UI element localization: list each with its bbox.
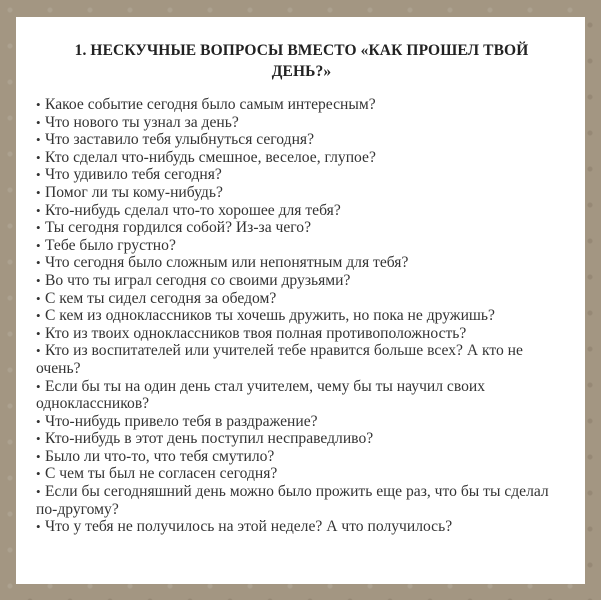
question-text: Если бы сегодняшний день можно было прожить еще раз, что бы ты сделал по-другому?	[36, 483, 549, 518]
question-text: Что удивило тебя сегодня?	[45, 166, 222, 184]
bullet-icon: •	[36, 97, 41, 112]
list-item	[36, 184, 567, 202]
list-item	[36, 325, 567, 343]
list-item	[36, 96, 567, 114]
bullet-icon: •	[36, 114, 41, 130]
question-text: Ты сегодня гордился собой? Из-за чего?	[45, 219, 312, 237]
list-item	[36, 430, 567, 448]
page-title: 1. НЕСКУЧНЫЕ ВОПРОСЫ ВМЕСТО «КАК ПРОШЕЛ ТВОЙ ДЕНЬ?»	[74, 42, 529, 80]
bullet-icon: •	[36, 448, 41, 464]
question-text: Кто-нибудь сделал что-то хорошее для тебя?	[45, 201, 341, 219]
question-text: Тебе было грустно?	[45, 236, 176, 254]
list-item	[36, 254, 567, 272]
bullet-icon: •	[36, 325, 41, 341]
bullet-icon: •	[36, 167, 41, 183]
list-item	[36, 465, 567, 483]
bullet-icon: •	[36, 378, 41, 394]
question-text: Помог ли ты кому-нибудь?	[45, 183, 223, 201]
list-item	[36, 413, 567, 431]
question-text: Кто из твоих одноклассников твоя полная противоположность?	[45, 324, 467, 342]
question-text: Во что ты играл сегодня со своими друзьями?	[45, 271, 351, 289]
list-item	[36, 290, 567, 308]
list-item	[36, 131, 567, 149]
list-item	[36, 342, 567, 377]
bullet-icon: •	[36, 149, 41, 165]
bullet-icon: •	[36, 237, 41, 253]
list-item	[36, 307, 567, 325]
question-text: Что у тебя не получилось на этой неделе? А что получилось?	[45, 518, 453, 536]
bullet-icon: •	[36, 308, 41, 324]
bullet-icon: •	[36, 220, 41, 236]
bullet-icon: •	[36, 202, 41, 218]
question-text: С чем ты был не согласен сегодня?	[45, 465, 278, 483]
question-text: С кем из одноклассников ты хочешь дружить, но пока не дружишь?	[45, 307, 495, 325]
bullet-icon: •	[36, 466, 41, 482]
list-item	[36, 483, 567, 518]
question-list	[36, 96, 567, 536]
bullet-icon: •	[36, 413, 41, 429]
question-text: Что-нибудь привело тебя в раздражение?	[45, 412, 318, 430]
list-item	[36, 166, 567, 184]
list-item	[36, 149, 567, 167]
list-item	[36, 219, 567, 237]
bullet-icon: •	[36, 431, 41, 447]
list-item	[36, 114, 567, 132]
question-text: Кто из воспитателей или учителей тебе нравится больше всех? А кто не очень?	[36, 342, 523, 377]
list-item	[36, 202, 567, 220]
question-text: Было ли что-то, что тебя смутило?	[45, 447, 275, 465]
list-item	[36, 448, 567, 466]
question-text: Что нового ты узнал за день?	[45, 113, 239, 131]
list-item	[36, 237, 567, 255]
question-text: Какое событие сегодня было самым интересным?	[45, 96, 376, 113]
list-item	[36, 518, 567, 536]
content-card	[16, 17, 585, 584]
question-text: С кем ты сидел сегодня за обедом?	[45, 289, 277, 307]
bullet-icon: •	[36, 343, 41, 359]
question-text: Кто-нибудь в этот день поступил несправедливо?	[45, 430, 374, 448]
bullet-icon: •	[36, 519, 41, 535]
list-item	[36, 272, 567, 290]
question-text: Что заставило тебя улыбнуться сегодня?	[45, 131, 315, 149]
list-item	[36, 378, 567, 413]
bullet-icon: •	[36, 484, 41, 500]
bullet-icon: •	[36, 272, 41, 288]
question-text: Если бы ты на один день стал учителем, чему бы ты научил своих одноклассников?	[36, 377, 486, 413]
question-text: Кто сделал что-нибудь смешное, веселое, глупое?	[45, 148, 376, 166]
question-text: Что сегодня было сложным или непонятным для тебя?	[45, 254, 409, 272]
bullet-icon: •	[36, 184, 41, 200]
bullet-icon: •	[36, 255, 41, 271]
bullet-icon: •	[36, 132, 41, 148]
bullet-icon: •	[36, 290, 41, 306]
